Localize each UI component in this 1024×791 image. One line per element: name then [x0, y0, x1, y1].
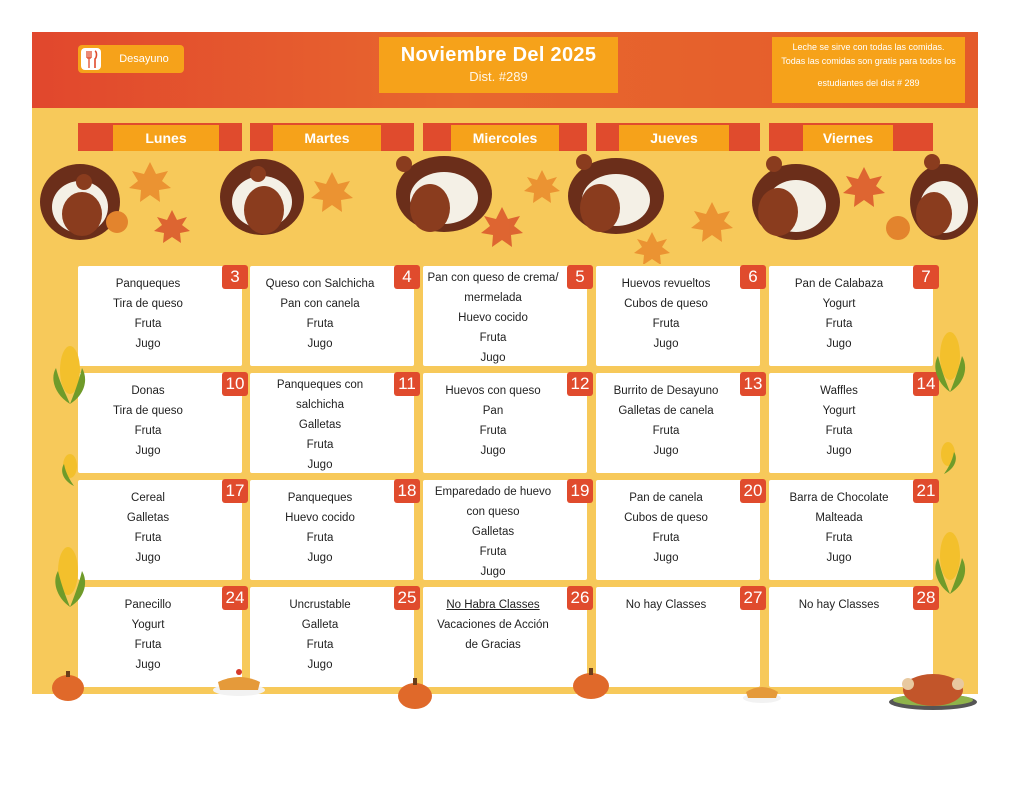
- day-cell: [78, 480, 245, 580]
- turkey-icon: [220, 159, 304, 235]
- menu-item: Panqueques con: [276, 379, 364, 391]
- day-label-viernes: Viernes: [803, 125, 893, 151]
- day-number: 7: [913, 265, 939, 289]
- menu-item: Galletas: [471, 526, 515, 538]
- fork-knife-icon: [81, 48, 101, 70]
- menu-items: [78, 488, 218, 568]
- menu-item: Huevos con queso: [445, 385, 541, 397]
- day-cell: [596, 373, 763, 473]
- menu-item: Jugo: [653, 338, 679, 350]
- menu-items: [78, 381, 218, 461]
- day-label-lunes: Lunes: [113, 125, 219, 151]
- menu-items: [423, 482, 563, 582]
- menu-item: Jugo: [307, 338, 333, 350]
- menu-item: Fruta: [306, 639, 334, 651]
- day-number: 25: [394, 586, 420, 610]
- day-number: 19: [567, 479, 593, 503]
- menu-item: Fruta: [825, 425, 853, 437]
- day-number: 12: [567, 372, 593, 396]
- page-subtitle: Dist. #289: [469, 69, 528, 84]
- milk-note: [772, 37, 965, 103]
- menu-item: Fruta: [306, 318, 334, 330]
- day-cell: [250, 373, 414, 473]
- menu-item: Jugo: [307, 659, 333, 671]
- menu-items: [423, 381, 563, 461]
- menu-item: Jugo: [480, 566, 506, 578]
- menu-item: Queso con Salchicha: [265, 278, 375, 290]
- page-title: Noviembre Del 2025: [400, 44, 597, 66]
- menu-item: Emparedado de huevo: [434, 486, 552, 498]
- menu-items: [769, 274, 909, 354]
- day-cell: [250, 480, 417, 580]
- pie-icon: [212, 664, 266, 698]
- menu-item: Tira de queso: [113, 405, 183, 417]
- menu-items: [769, 381, 909, 461]
- menu-item: Fruta: [306, 532, 334, 544]
- day-number: 10: [222, 372, 248, 396]
- menu-item: Fruta: [652, 318, 680, 330]
- menu-items: [250, 274, 390, 354]
- day-number: 13: [740, 372, 766, 396]
- menu-item: Jugo: [826, 338, 852, 350]
- menu-item: Fruta: [479, 546, 507, 558]
- menu-item: Fruta: [134, 318, 162, 330]
- menu-item: Donas: [131, 385, 165, 397]
- corn-icon: [928, 440, 962, 476]
- menu-item: Pan con canela: [280, 298, 360, 310]
- menu-item: Pan con queso de crema/: [427, 272, 559, 284]
- menu-item: Uncrustable: [289, 599, 351, 611]
- day-label-miercoles: Miercoles: [451, 125, 559, 151]
- menu-item: Galletas: [298, 419, 342, 431]
- menu-item: Jugo: [826, 552, 852, 564]
- day-number: 26: [567, 586, 593, 610]
- corn-icon: [926, 530, 972, 596]
- corn-icon: [46, 344, 90, 408]
- note-line-3: estudiantes del dist # 289: [817, 78, 920, 88]
- menu-item: Panqueques: [115, 278, 181, 290]
- menu-item: Jugo: [135, 338, 161, 350]
- menu-items: [596, 595, 736, 615]
- menu-item: Fruta: [825, 318, 853, 330]
- day-number: 5: [567, 265, 593, 289]
- menu-item: Cubos de queso: [624, 512, 708, 524]
- menu-item: de Gracias: [465, 639, 521, 651]
- pie-icon: [742, 676, 782, 704]
- menu-item: Jugo: [135, 659, 161, 671]
- menu-item: Yogurt: [822, 405, 856, 417]
- menu-item: Jugo: [653, 552, 679, 564]
- day-cell: [250, 266, 414, 366]
- day-number: 20: [740, 479, 766, 503]
- menu-item: Panqueques: [287, 492, 353, 504]
- breakfast-badge: [78, 45, 184, 73]
- menu-item: Jugo: [307, 459, 333, 471]
- day-cell: [78, 373, 245, 473]
- menu-item: Fruta: [134, 639, 162, 651]
- menu-item: Yogurt: [131, 619, 165, 631]
- menu-item: Huevo cocido: [285, 512, 355, 524]
- note-line-1: Leche se sirve con todas las comidas.: [792, 42, 945, 52]
- menu-item: Fruta: [479, 332, 507, 344]
- day-label-jueves: Jueves: [619, 125, 729, 151]
- menu-item: Vacaciones de Acción: [437, 619, 549, 631]
- menu-item: mermelada: [464, 292, 522, 304]
- menu-item: Galleta: [301, 619, 339, 631]
- day-number: 28: [913, 586, 939, 610]
- menu-items: [596, 274, 736, 354]
- day-number: 14: [913, 372, 939, 396]
- menu-item: Pan de Calabaza: [794, 278, 884, 290]
- menu-item: Huevo cocido: [458, 312, 528, 324]
- menu-item: Malteada: [815, 512, 863, 524]
- menu-item: No hay Classes: [625, 599, 707, 611]
- breakfast-label: Desayuno: [119, 53, 169, 65]
- menu-item: Burrito de Desayuno: [613, 385, 719, 397]
- menu-items: [596, 381, 736, 461]
- thanksgiving-decoration: [32, 152, 978, 264]
- note-line-2: Todas las comidas son gratis para todos los: [781, 56, 956, 66]
- day-cell: [423, 266, 587, 366]
- day-cell: [596, 266, 760, 366]
- turkey-icon: [396, 156, 492, 232]
- menu-items: [78, 274, 218, 354]
- menu-items: [250, 488, 390, 568]
- menu-items: [250, 375, 390, 475]
- menu-item: Jugo: [480, 352, 506, 364]
- menu-item: Fruta: [652, 425, 680, 437]
- day-cell: [423, 587, 590, 687]
- menu-items: [423, 595, 563, 655]
- day-number: 3: [222, 265, 248, 289]
- menu-items: [250, 595, 390, 675]
- menu-item: Galletas: [126, 512, 170, 524]
- menu-item: Galletas de canela: [618, 405, 714, 417]
- menu-item: Fruta: [134, 425, 162, 437]
- day-number: 6: [740, 265, 766, 289]
- day-number: 21: [913, 479, 939, 503]
- menu-items: [596, 488, 736, 568]
- menu-item: Jugo: [480, 445, 506, 457]
- title-box: [379, 37, 618, 93]
- menu-item: Jugo: [826, 445, 852, 457]
- menu-item: Jugo: [307, 552, 333, 564]
- menu-item: salchicha: [296, 399, 344, 411]
- menu-item: Fruta: [479, 425, 507, 437]
- menu-item: con queso: [466, 506, 520, 518]
- day-cell: [596, 587, 763, 687]
- day-cell: [78, 266, 242, 366]
- menu-item: Fruta: [825, 532, 853, 544]
- menu-item: Jugo: [653, 445, 679, 457]
- menu-item: Waffles: [820, 385, 858, 397]
- menu-item: Pan: [482, 405, 504, 417]
- pumpkin-icon: [50, 668, 86, 702]
- pumpkin-icon: [396, 674, 434, 710]
- menu-item: Fruta: [652, 532, 680, 544]
- day-cell: [596, 480, 763, 580]
- menu-item: Jugo: [135, 445, 161, 457]
- menu-item: Pan de canela: [629, 492, 703, 504]
- menu-item: Jugo: [135, 552, 161, 564]
- menu-item: No hay Classes: [798, 599, 880, 611]
- day-label-martes: Martes: [273, 125, 381, 151]
- pumpkin-icon: [571, 664, 611, 700]
- day-cell: [423, 480, 590, 580]
- day-cell: [769, 266, 933, 366]
- menu-item: Fruta: [134, 532, 162, 544]
- menu-item: Cubos de queso: [624, 298, 708, 310]
- roast-turkey-icon: [888, 668, 978, 712]
- day-number: 18: [394, 479, 420, 503]
- menu-item: Panecillo: [124, 599, 172, 611]
- menu-item: Tira de queso: [113, 298, 183, 310]
- day-cell: [769, 480, 936, 580]
- day-cell: [769, 373, 936, 473]
- menu-items: [769, 488, 909, 568]
- day-number: 11: [394, 372, 420, 396]
- day-number: 24: [222, 586, 248, 610]
- day-number: 17: [222, 479, 248, 503]
- menu-items: [769, 595, 909, 615]
- turkey-icon: [40, 164, 128, 240]
- corn-icon: [56, 452, 90, 488]
- corn-icon: [48, 545, 92, 609]
- menu-item: Huevos revueltos: [621, 278, 711, 290]
- menu-items: [423, 268, 563, 368]
- turkey-icon: [568, 154, 664, 234]
- menu-item: No Habra Classes: [446, 599, 540, 611]
- day-number: 27: [740, 586, 766, 610]
- day-cell: [423, 373, 590, 473]
- turkey-icon: [886, 154, 978, 240]
- corn-icon: [928, 330, 972, 394]
- menu-item: Fruta: [306, 439, 334, 451]
- menu-item: Yogurt: [822, 298, 856, 310]
- menu-items: [78, 595, 218, 675]
- turkey-icon: [752, 156, 840, 240]
- day-number: 4: [394, 265, 420, 289]
- menu-item: Barra de Chocolate: [789, 492, 889, 504]
- day-cell: [250, 587, 417, 687]
- menu-item: Cereal: [131, 492, 165, 504]
